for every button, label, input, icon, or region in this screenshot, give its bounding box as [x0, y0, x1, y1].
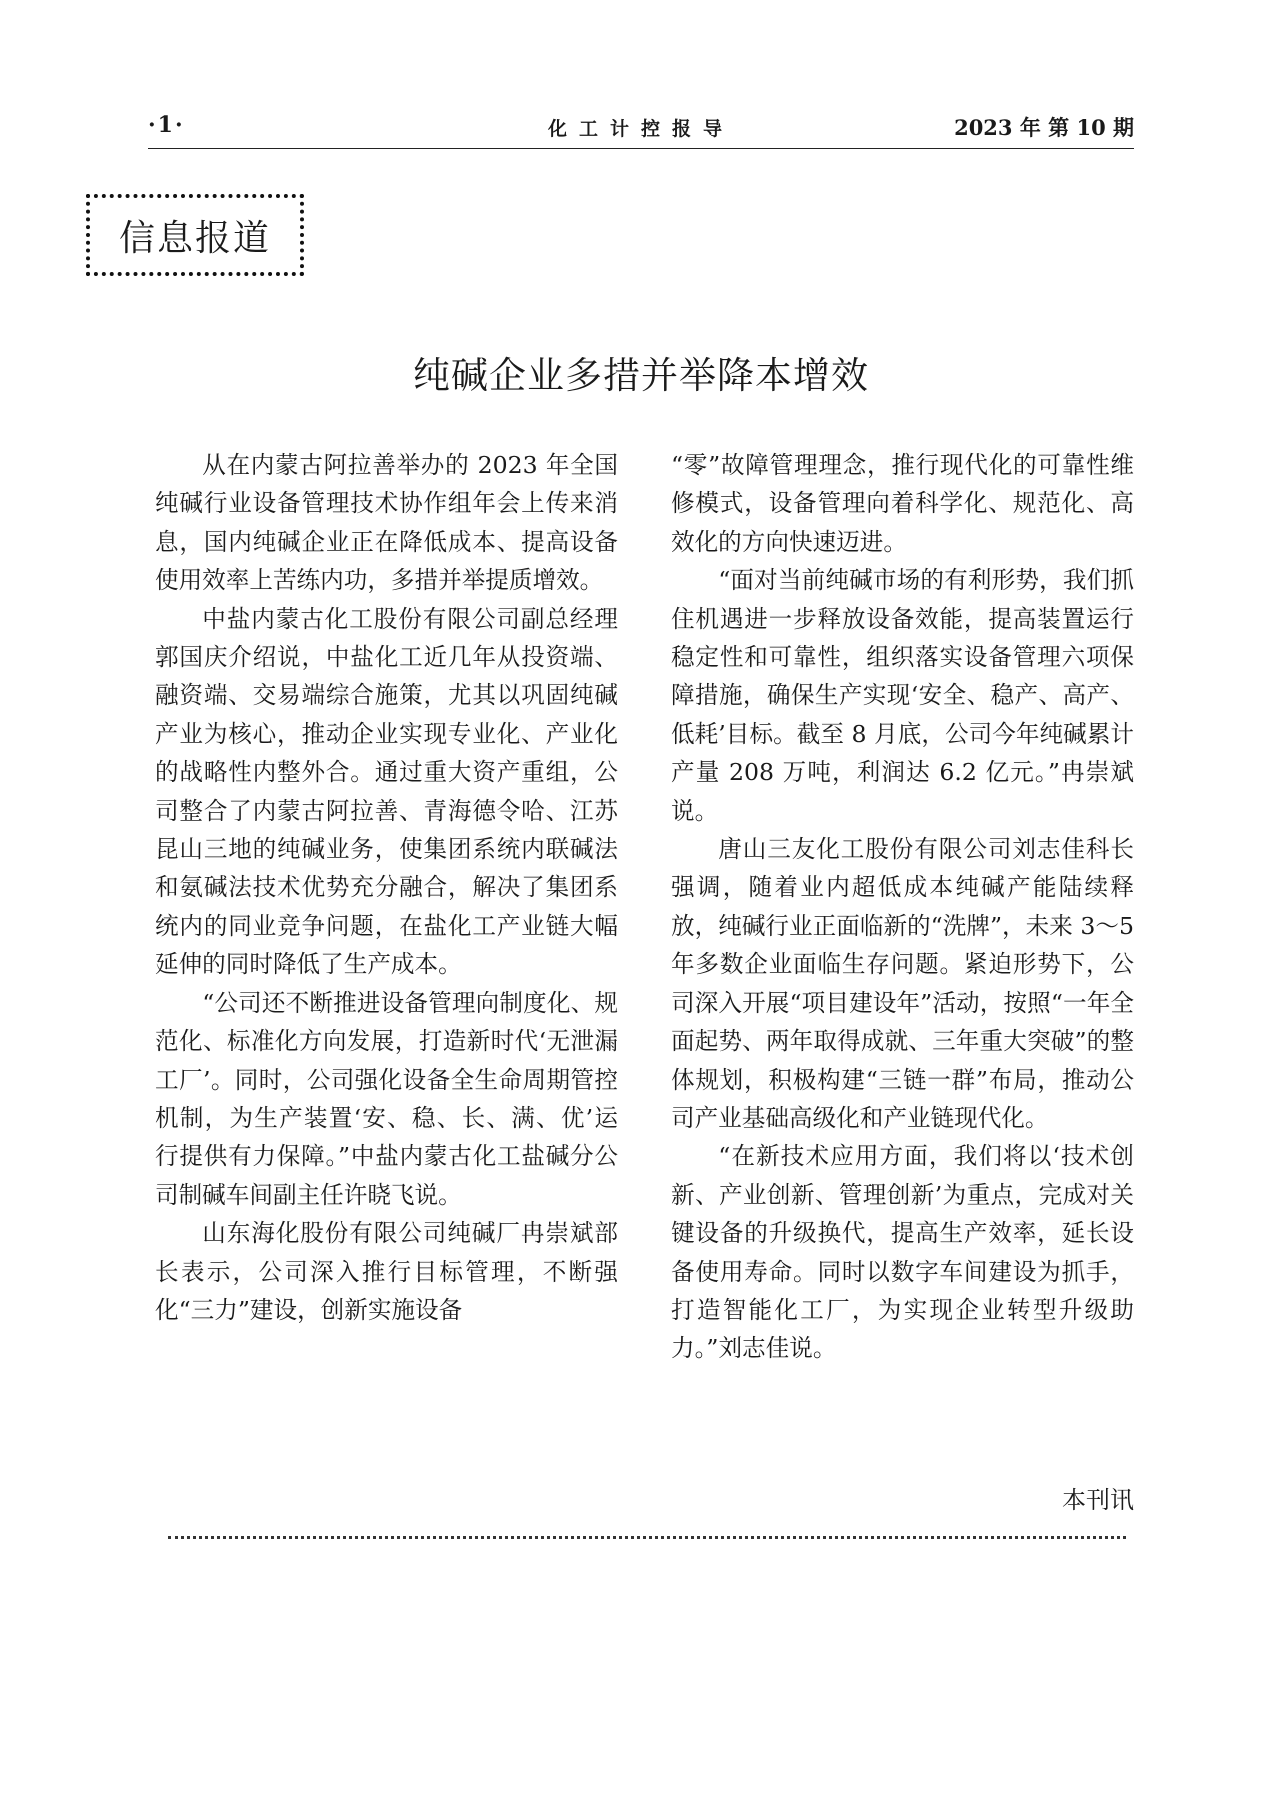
issue-number: 2023 年 第 10 期 — [954, 115, 1134, 140]
dotted-divider — [168, 1536, 1126, 1539]
article-title: 纯碱企业多措并举降本增效 — [413, 354, 869, 397]
paragraph: “在新技术应用方面，我们将以‘技术创新、产业创新、管理创新’为重点，完成对关键设备的升级换代，提高生产效率，延长设备使用寿命。同时以数字车间建设为抓手，打造智能化工厂，为实现企业转型升级助力。”刘志佳说。 — [671, 1142, 1134, 1363]
article-source: 本刊讯 — [1062, 1486, 1134, 1514]
running-header — [148, 108, 1134, 149]
paragraph: “面对当前纯碱市场的有利形势，我们抓住机遇进一步释放设备效能，提高装置运行稳定性和可靠性，组织落实设备管理六项保障措施，确保生产实现‘安全、稳产、高产、低耗’目标。截至 8 月底，公司今年纯碱累计产量 208 万吨，利润达 6.2 亿元。”冉崇斌说。 — [671, 566, 1134, 825]
paragraph: 山东海化股份有限公司纯碱厂冉崇斌部长表示，公司深入推行目标管理，不断强化“三力”建设，创新实施设备 — [155, 1219, 618, 1324]
journal-name: 化工计控报导 — [547, 118, 734, 140]
left-column — [155, 446, 618, 1329]
paragraph: 中盐内蒙古化工股份有限公司副总经理郭国庆介绍说，中盐化工近几年从投资端、融资端、交易端综合施策，尤其以巩固纯碱产业为核心，推动企业实现专业化、产业化的战略性内整外合。通过重大资产重组，公司整合了内蒙古阿拉善、青海德令哈、江苏昆山三地的纯碱业务，使集团系统内联碱法和氨碱法技术优势充分融合，解决了集团系统内的同业竞争问题，在盐化工产业链大幅延伸的同时降低了生产成本。 — [155, 604, 618, 979]
right-column — [671, 446, 1134, 1368]
paragraph: “公司还不断推进设备管理向制度化、规范化、标准化方向发展，打造新时代‘无泄漏工厂’。同时，公司强化设备全生命周期管控机制，为生产装置‘安、稳、长、满、优’运行提供有力保障。”中盐内蒙古化工盐碱分公司制碱车间副主任许晓飞说。 — [155, 988, 618, 1209]
paragraph: 从在内蒙古阿拉善举办的 2023 年全国纯碱行业设备管理技术协作组年会上传来消息，国内纯碱企业正在降低成本、提高设备使用效率上苦练内功，多措并举提质增效。 — [155, 451, 618, 595]
section-label — [86, 194, 304, 276]
paragraph: 唐山三友化工股份有限公司刘志佳科长强调，随着业内超低成本纯碱产能陆续释放，纯碱行业正面临新的“洗牌”，未来 3～5 年多数企业面临生存问题。紧迫形势下，公司深入开展“项目建设年”活动，按照“一年全面起势、两年取得成就、三年重大突破”的整体规划，积极构建“三链一群”布局，推动公司产业基础高级化和产业链现代化。 — [671, 835, 1134, 1132]
page-number: ·1· — [148, 112, 185, 138]
section-label-text: 信息报道 — [118, 217, 271, 259]
paragraph-continuation: “零”故障管理理念，推行现代化的可靠性维修模式，设备管理向着科学化、规范化、高效化的方向快速迈进。 — [671, 451, 1134, 556]
